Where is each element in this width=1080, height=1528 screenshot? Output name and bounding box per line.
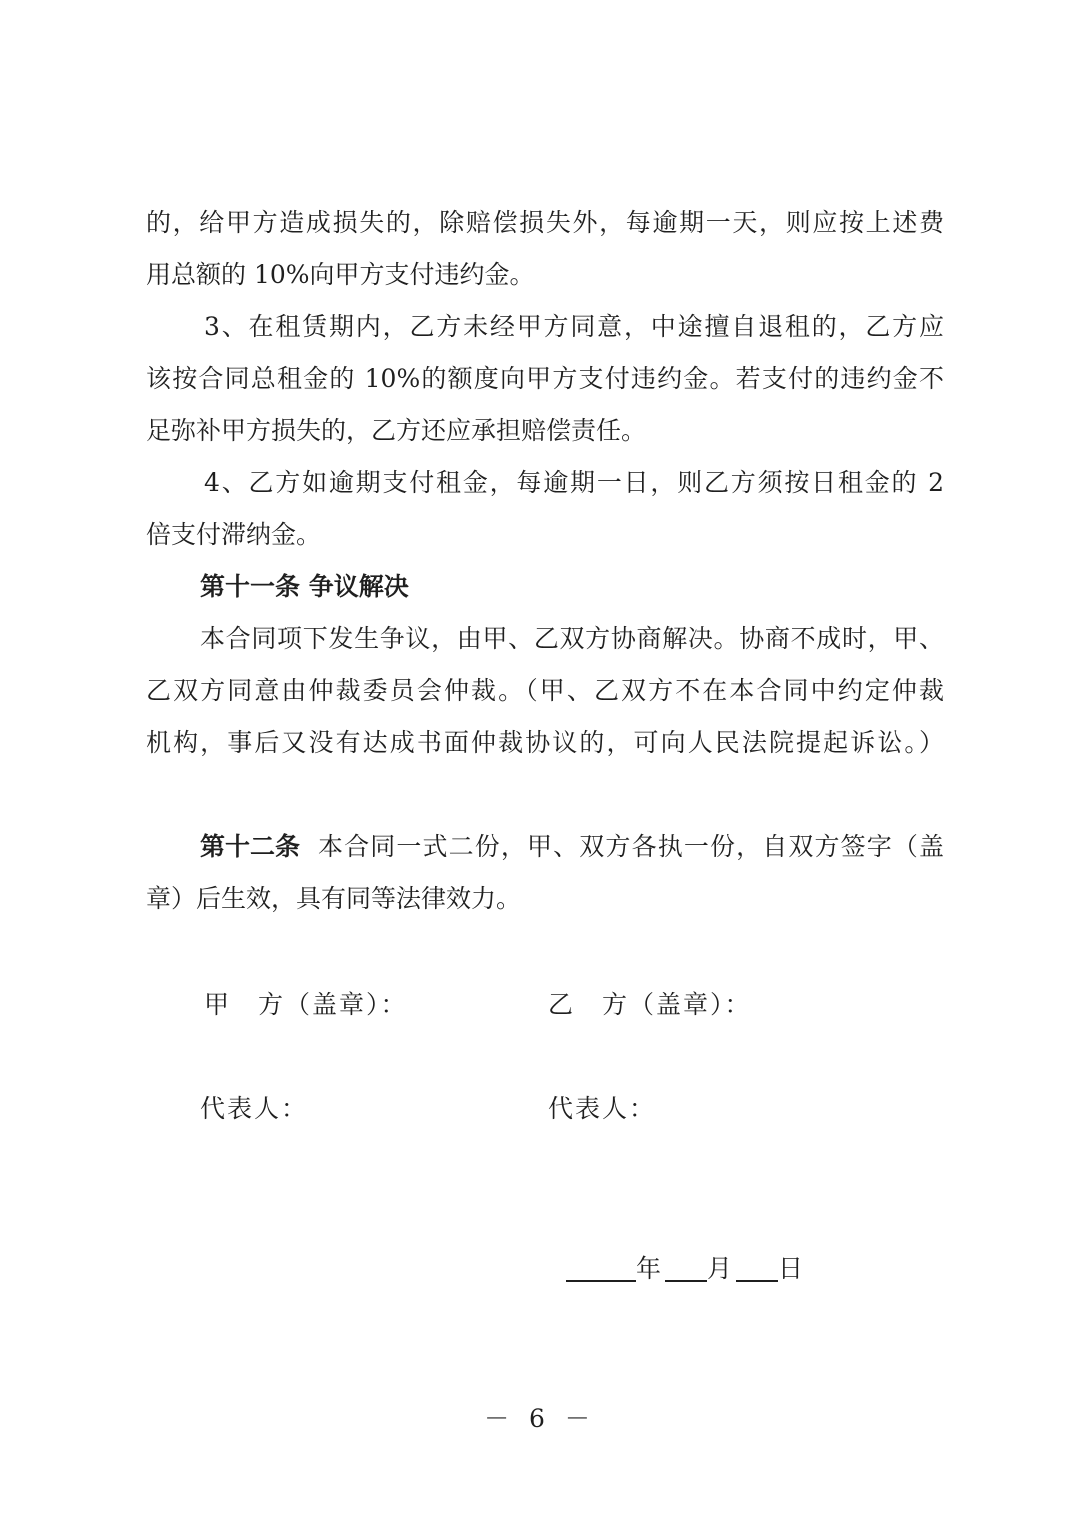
- paragraph-line: 该按合同总租金的 10%的额度向甲方支付违约金。若支付的违约金不: [146, 364, 944, 393]
- page-number: － 6 －: [484, 1404, 596, 1433]
- party-a-representative-label: 代表人：: [200, 1094, 309, 1123]
- month-blank: [665, 1254, 707, 1282]
- paragraph-line: 足弥补甲方损失的，乙方还应承担赔偿责任。: [146, 416, 647, 445]
- paragraph-line: 的，给甲方造成损失的，除赔偿损失外，每逾期一天，则应按上述费: [146, 208, 944, 237]
- paragraph-line: 用总额的 10%向甲方支付违约金。: [146, 260, 535, 289]
- paragraph-line: 倍支付滞纳金。: [146, 520, 322, 549]
- year-blank: [566, 1254, 636, 1282]
- clause-4-line: 4、乙方如逾期支付租金，每逾期一日，则乙方须按日租金的 2: [204, 468, 944, 497]
- month-label: 月: [707, 1254, 733, 1283]
- paragraph-line: 本合同项下发生争议，由甲、乙双方协商解决。协商不成时，甲、: [200, 624, 944, 653]
- party-b-representative-label: 代表人：: [548, 1094, 657, 1123]
- day-label: 日: [778, 1254, 804, 1283]
- party-a-seal-label: 甲 方（盖章）：: [204, 990, 408, 1019]
- year-label: 年: [636, 1254, 662, 1283]
- paragraph-line: 机构，事后又没有达成书面仲裁协议的，可向人民法院提起诉讼。）: [146, 728, 944, 757]
- paragraph-line: 乙双方同意由仲裁委员会仲裁。（甲、乙双方不在本合同中约定仲裁: [146, 676, 944, 705]
- article-12-line: [200, 830, 944, 864]
- paragraph-line: 章）后生效，具有同等法律效力。: [146, 884, 522, 913]
- date-line: [566, 1252, 803, 1286]
- party-b-seal-label: 乙 方（盖章）：: [548, 990, 752, 1019]
- day-blank: [736, 1254, 778, 1282]
- article-12-text: 本合同一式二份，甲、双方各执一份，自双方签字（盖: [318, 832, 944, 861]
- clause-3-line: 3、在租赁期内，乙方未经甲方同意，中途擅自退租的，乙方应: [204, 312, 944, 341]
- article-11-heading: 第十一条 争议解决: [200, 572, 409, 601]
- article-12-heading: 第十二条: [200, 832, 301, 861]
